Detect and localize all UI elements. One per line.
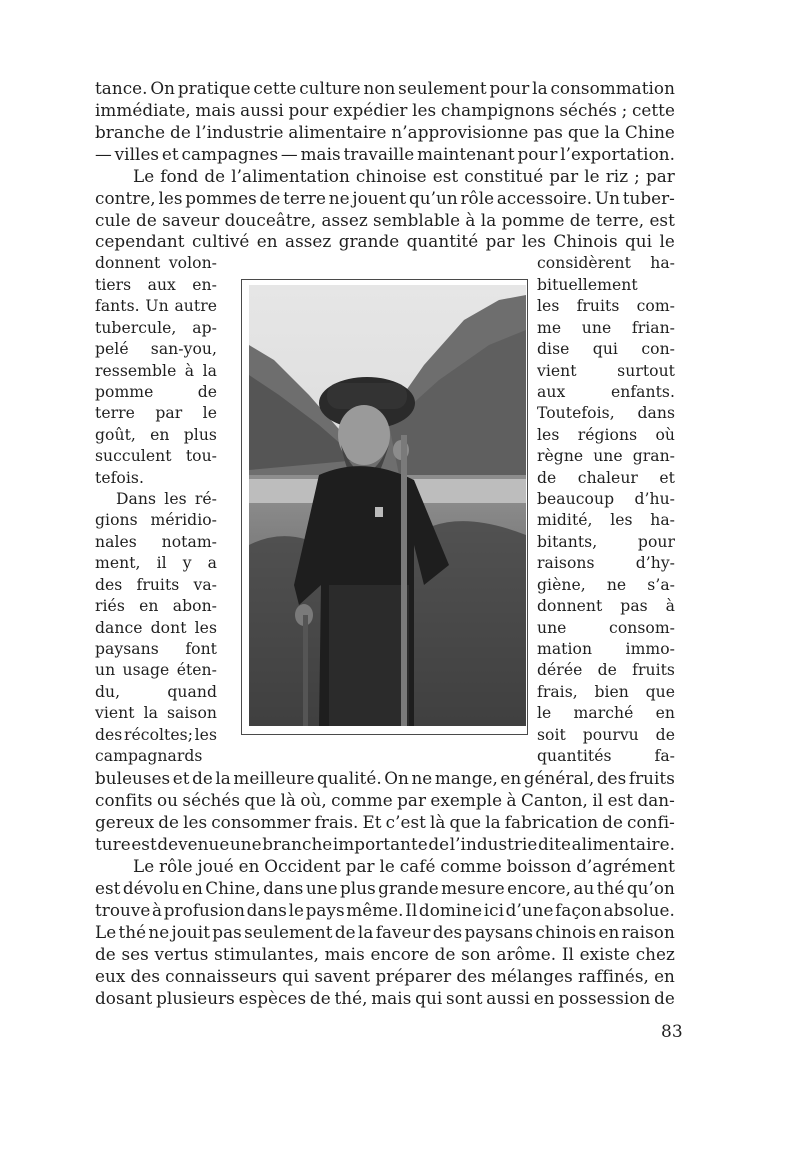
right-column-line: soit pourvu de (537, 726, 675, 744)
left-column-line: pomme de (95, 383, 217, 401)
page-number: 83 (661, 1022, 683, 1042)
right-column-line: les régions où (537, 426, 675, 444)
left-column-line: ment, il y a (95, 554, 217, 572)
right-column-line: aux enfants. (537, 383, 675, 401)
photograph-old-man-with-staff (249, 285, 526, 726)
left-column-line: donnent volon- (95, 254, 217, 272)
right-column-line: giène, ne s’a- (537, 576, 675, 594)
left-column-line: riés en abon- (95, 597, 217, 615)
right-column-line: bitants, pour (537, 533, 675, 551)
left-column-line: goût, en plus (95, 426, 217, 444)
right-column-line: dise qui con- (537, 340, 675, 358)
left-column-line: des fruits va- (95, 576, 217, 594)
text-line: confits ou séchés que là où, comme par exemple à Canton, il est dan- (95, 790, 675, 810)
right-column-line: midité, les ha- (537, 511, 675, 529)
left-column-line: tubercule, ap- (95, 319, 217, 337)
left-column-line: vient la saison (95, 704, 217, 722)
text-line: gereux de les consommer frais. Et c’est là que la fabrication de confi- (95, 812, 675, 832)
text-line: eux des connaisseurs qui savent préparer des mélanges raffinés, en (95, 966, 675, 986)
text-line: tance. On pratique cette culture non seulement pour la consommation (95, 78, 675, 98)
right-column-line: une consom- (537, 619, 675, 637)
right-column-line: quantités fa- (537, 747, 675, 765)
left-column-line: des récoltes; les (95, 726, 217, 744)
right-column-line: frais, bien que (537, 683, 675, 701)
left-column-line: succulent tou- (95, 447, 217, 465)
left-column-line: tiers aux en- (95, 276, 217, 294)
left-column-line: Dans les ré- (116, 490, 217, 508)
left-column-line: dance dont les (95, 619, 217, 637)
right-column-line: beaucoup d’hu- (537, 490, 675, 508)
right-column-line: considèrent ha- (537, 254, 675, 272)
right-column-line: donnent pas à (537, 597, 675, 615)
text-line: de ses vertus stimulantes, mais encore de son arôme. Il existe chez (95, 944, 675, 964)
left-column-line: pelé san-you, (95, 340, 217, 358)
text-line: — villes et campagnes — mais travaille maintenant pour l’exportation. (95, 144, 675, 164)
text-line: ture est devenue une branche importante de l’industrie dite alimentaire. (95, 834, 675, 854)
text-line: trouve à profusion dans le pays même. Il domine ici d’une façon absolue. (95, 900, 675, 920)
left-column-line: un usage éten- (95, 661, 217, 679)
text-line: dosant plusieurs espèces de thé, mais qui sont aussi en possession de (95, 988, 675, 1008)
text-line: Le thé ne jouit pas seulement de la faveur des paysans chinois en raison (95, 922, 675, 942)
right-column-line: de chaleur et (537, 469, 675, 487)
left-column-line: terre par le (95, 404, 217, 422)
text-line: est dévolu en Chine, dans une plus grande mesure encore, au thé qu’on (95, 878, 675, 898)
right-column-line: bituellement (537, 276, 638, 294)
left-column-line: gions méridio- (95, 511, 217, 529)
text-line: contre, les pommes de terre ne jouent qu’un rôle accessoire. Un tuber- (95, 188, 675, 208)
left-column-line: ressemble à la (95, 362, 217, 380)
left-column-line: fants. Un autre (95, 297, 217, 315)
right-column-line: raisons d’hy- (537, 554, 675, 572)
right-column-line: le marché en (537, 704, 675, 722)
left-column-line: nales notam- (95, 533, 217, 551)
left-column-line: tefois. (95, 469, 144, 487)
text-line: cependant cultivé en assez grande quantité par les Chinois qui le (95, 231, 675, 251)
text-line: branche de l’industrie alimentaire n’approvisionne pas que la Chine (95, 122, 675, 142)
right-column-line: règne une gran- (537, 447, 675, 465)
text-line: immédiate, mais aussi pour expédier les champignons séchés ; cette (95, 100, 675, 120)
text-line: Le rôle joué en Occident par le café comme boisson d’agrément (133, 856, 675, 876)
text-line: Le fond de l’alimentation chinoise est constitué par le riz ; par (133, 166, 675, 186)
left-column-line: campagnards (95, 747, 203, 765)
right-column-line: les fruits com- (537, 297, 675, 315)
left-column-line: paysans font (95, 640, 217, 658)
text-line: cule de saveur douceâtre, assez semblable à la pomme de terre, est (95, 210, 675, 230)
right-column-line: Toutefois, dans (537, 404, 675, 422)
right-column-line: dérée de fruits (537, 661, 675, 679)
right-column-line: me une frian- (537, 319, 675, 337)
right-column-line: vient surtout (537, 362, 675, 380)
text-line: buleuses et de la meilleure qualité. On ne mange, en général, des fruits (95, 768, 675, 788)
right-column-line: mation immo- (537, 640, 675, 658)
left-column-line: du, quand (95, 683, 217, 701)
